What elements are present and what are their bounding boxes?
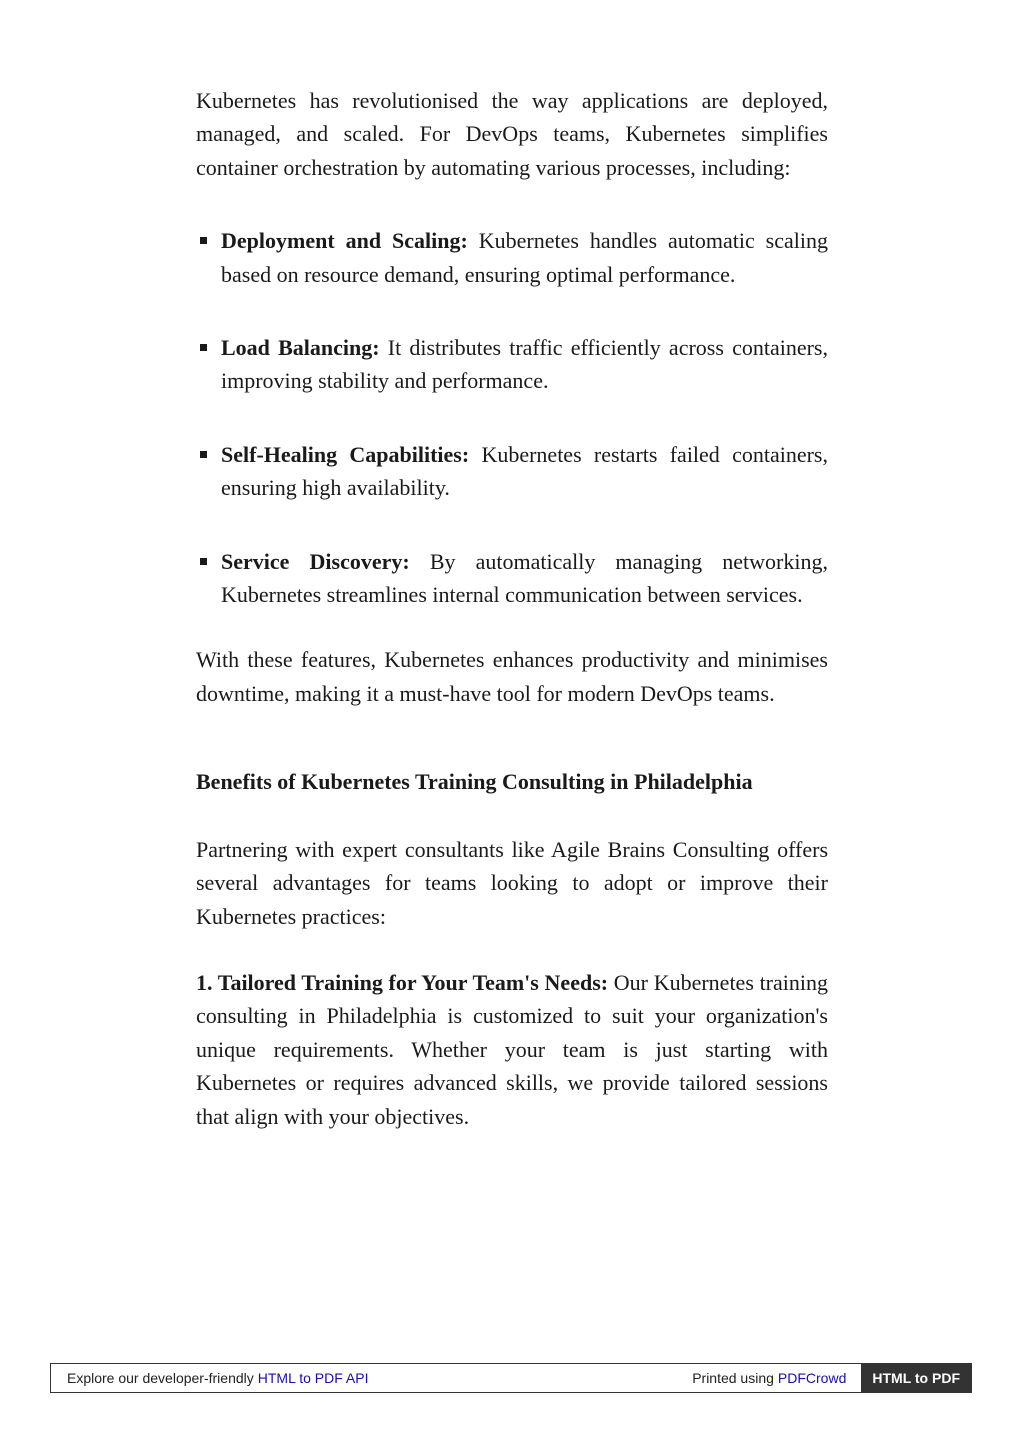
feature-title: Self-Healing Capabilities: [221, 441, 470, 467]
square-bullet-icon [200, 344, 207, 351]
features-list [196, 224, 828, 611]
pdfcrowd-footer [50, 1363, 972, 1393]
html-to-pdf-badge[interactable]: HTML to PDF [861, 1364, 971, 1392]
list-item [196, 331, 828, 398]
feature-title: Deployment and Scaling: [221, 228, 468, 254]
feature-text: By automatically managing networking, Kubernetes streamlines internal communication between services. [221, 548, 828, 608]
list-item [196, 545, 828, 612]
pdfcrowd-link[interactable]: PDFCrowd [777, 1370, 847, 1386]
footer-printed [692, 1364, 861, 1392]
list-item [196, 438, 828, 505]
square-bullet-icon [200, 237, 207, 244]
benefit-paragraph [196, 966, 828, 1133]
partner-paragraph: Partnering with expert consultants like Agile Brains Consulting offers several advantages for teams looking to adopt or improve their Kubernetes practices: [196, 836, 828, 929]
feature-text: Kubernetes restarts failed containers, ensuring high availability. [221, 441, 828, 501]
outro-paragraph: With these features, Kubernetes enhances productivity and minimises downtime, making it a must-have tool for modern DevOps teams. [196, 647, 828, 706]
footer-explore [51, 1364, 692, 1392]
square-bullet-icon [200, 558, 207, 565]
html-to-pdf-api-link[interactable]: HTML to PDF API [257, 1370, 369, 1386]
feature-title: Service Discovery: [221, 548, 410, 574]
square-bullet-icon [200, 451, 207, 458]
benefit-title: 1. Tailored Training for Your Team's Needs: [196, 969, 609, 995]
document-body [196, 84, 828, 1133]
feature-title: Load Balancing: [221, 335, 380, 361]
feature-text: It distributes traffic efficiently across containers, improving stability and performance. [221, 335, 828, 394]
list-item [196, 224, 828, 291]
benefit-text: Our Kubernetes training consulting in Philadelphia is customized to suit your organization's unique requirements. Whether your team is just starting with Kubernetes or requires advanced skills, we provide tailored sessions that align with your objectives. [196, 969, 829, 1129]
footer-explore-text: Explore our developer-friendly [67, 1370, 254, 1386]
footer-printed-text: Printed using [692, 1370, 774, 1386]
feature-text: Kubernetes handles automatic scaling based on resource demand, ensuring optimal performance. [221, 228, 828, 287]
intro-paragraph: Kubernetes has revolutionised the way applications are deployed, managed, and scaled. For DevOps teams, Kubernetes simplifies container orchestration by automating various processes, including: [196, 88, 828, 180]
section-heading: Benefits of Kubernetes Training Consulting in Philadelphia [196, 769, 753, 795]
